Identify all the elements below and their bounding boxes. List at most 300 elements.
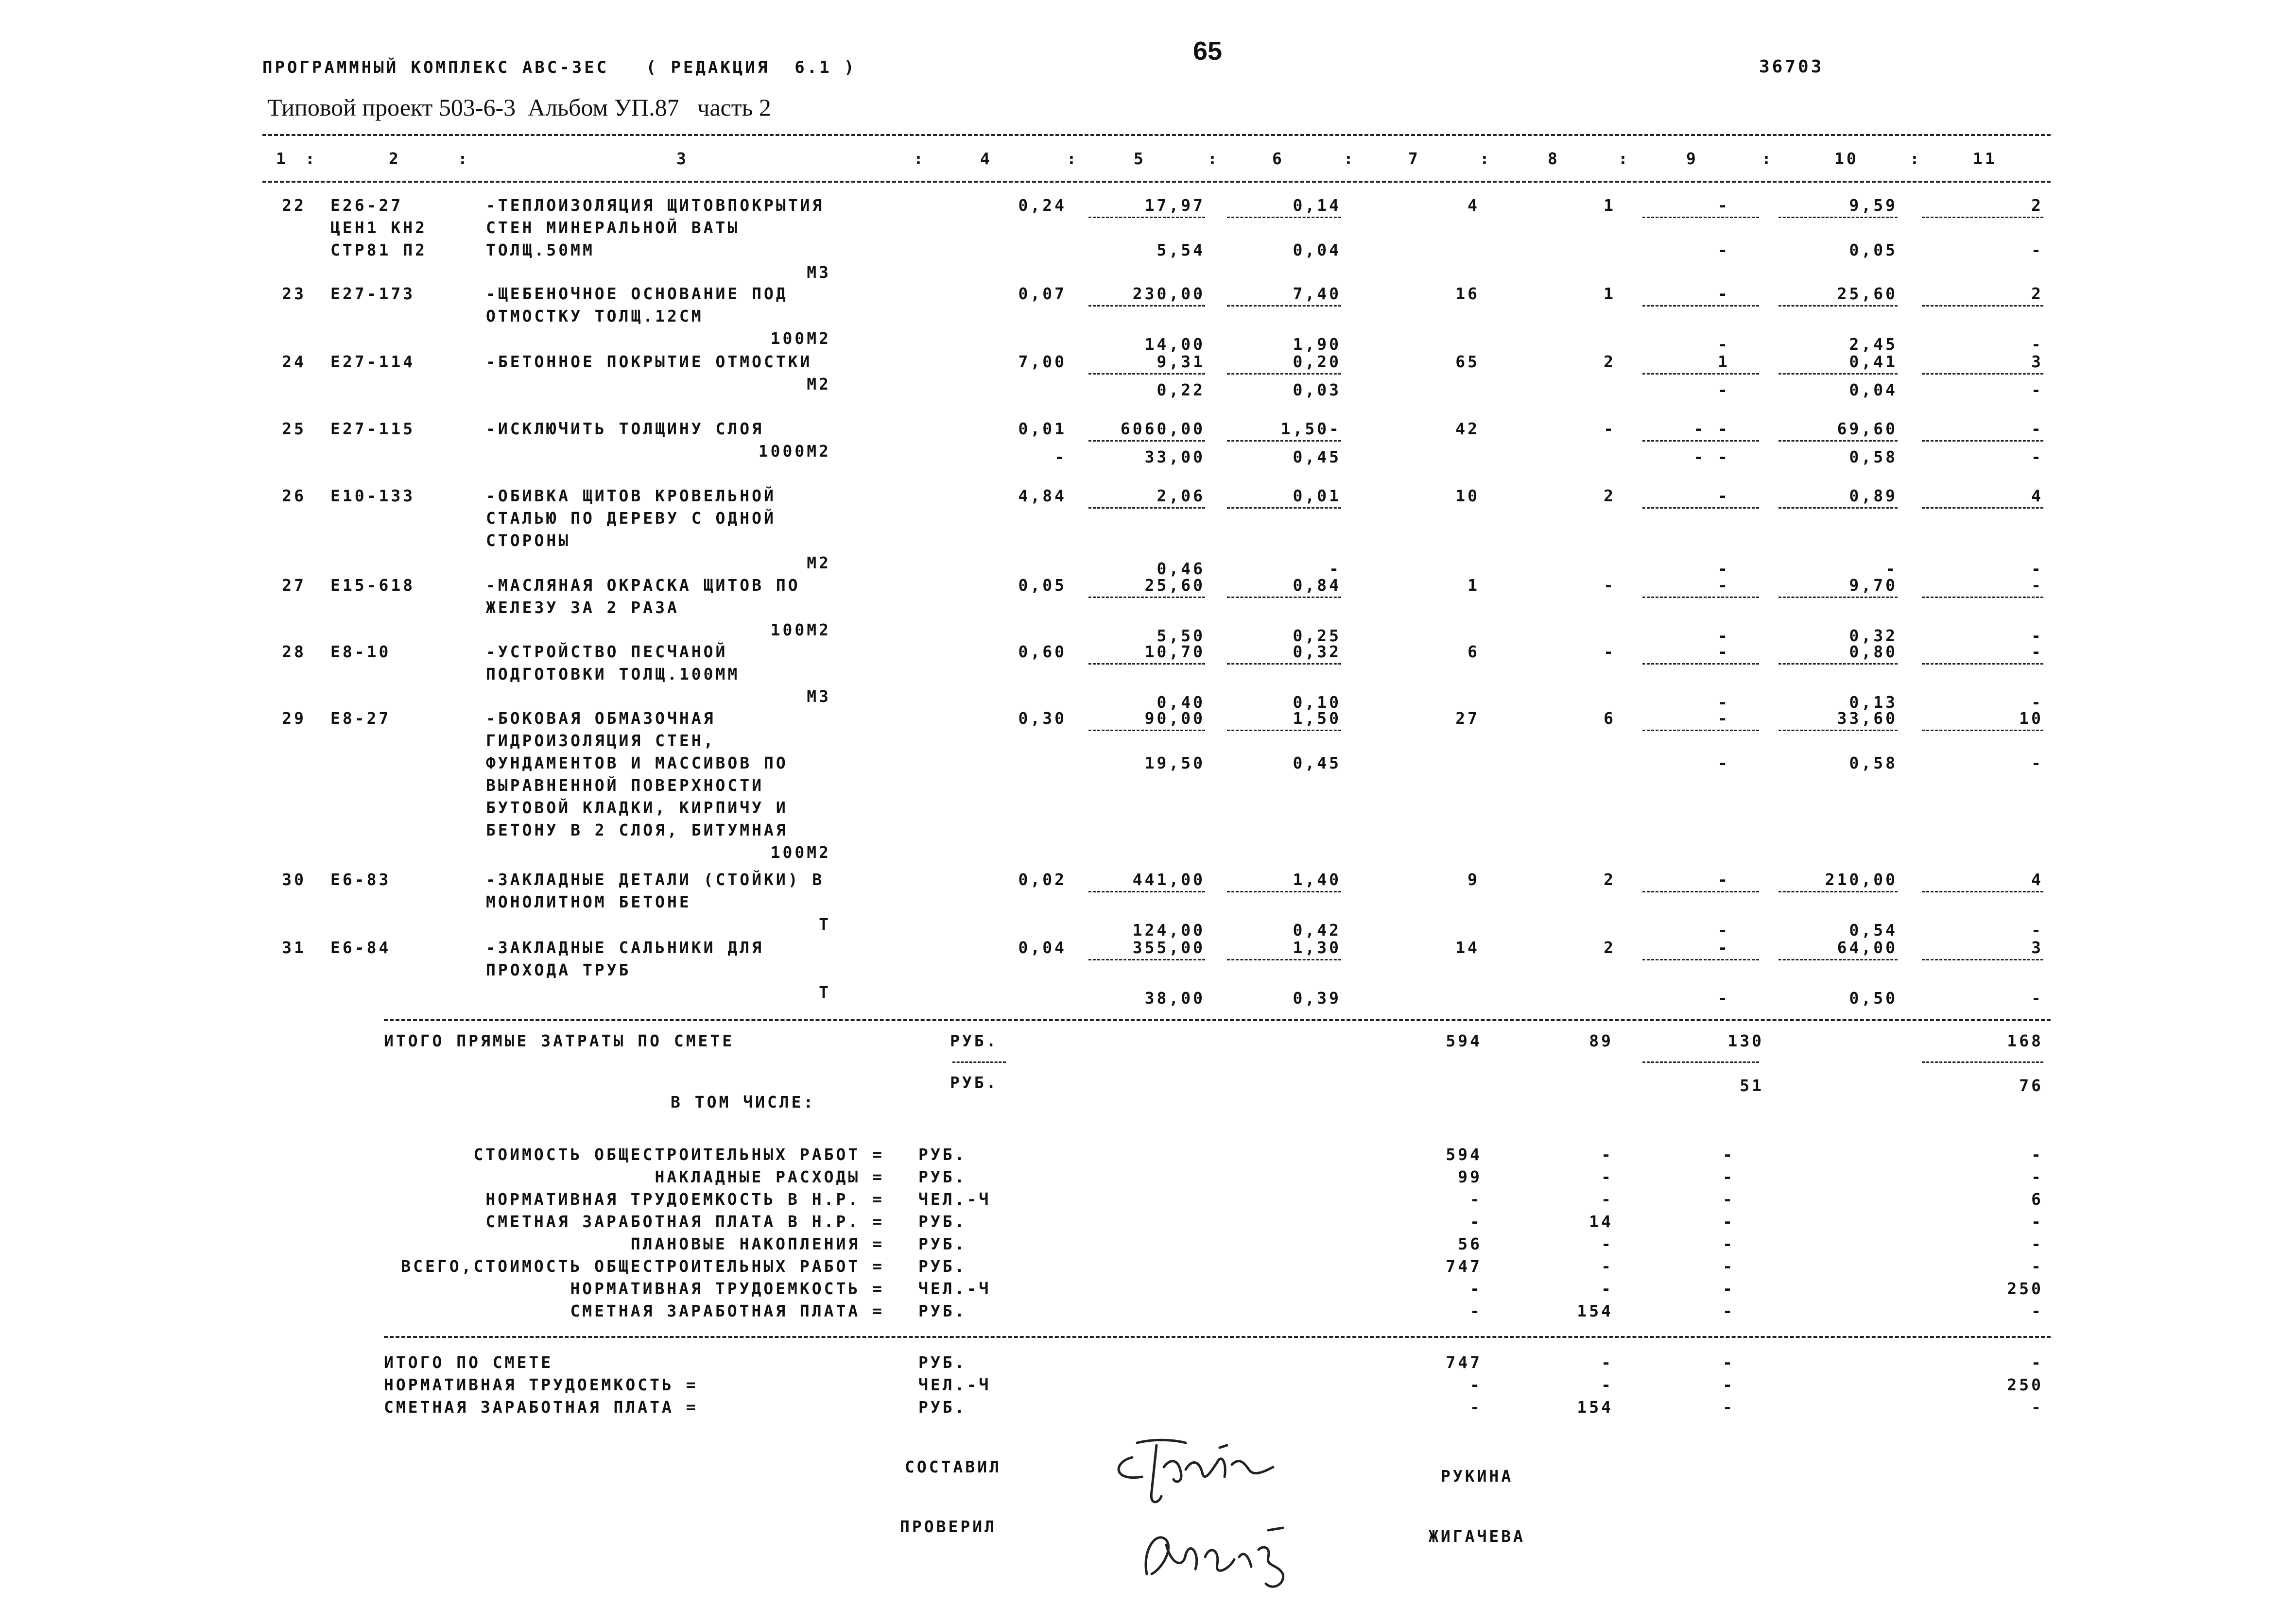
row-divider: [1778, 305, 1898, 307]
summary-c9: -: [1723, 1257, 1735, 1276]
value-c5: 9,31: [1157, 352, 1205, 371]
summary-c7: 747: [1446, 1257, 1482, 1276]
value-c9b: -: [1718, 240, 1730, 259]
unit-of-measure: М3: [807, 263, 831, 282]
row-divider: [1227, 730, 1341, 731]
value-c9: -: [1718, 196, 1730, 215]
rate-code: ЦЕН1 КН2: [330, 218, 427, 237]
value-c5b: 33,00: [1144, 447, 1205, 466]
value-c6: 0,14: [1293, 196, 1341, 215]
value-c6b: 1,90: [1293, 335, 1341, 354]
value-c6: 7,40: [1293, 284, 1341, 303]
summary-c8: -: [1601, 1145, 1613, 1164]
row-divider: [1778, 373, 1898, 375]
summary-c8: 154: [1577, 1301, 1613, 1320]
summary-c9: -: [1723, 1279, 1735, 1298]
unit-of-measure: Т: [819, 983, 831, 1002]
rate-code: Е15-618: [330, 576, 415, 595]
row-divider: [1922, 663, 2043, 665]
summary-c7: 99: [1458, 1167, 1482, 1186]
value-c11b: -: [2031, 335, 2043, 354]
row-divider: [1642, 597, 1759, 598]
row-divider: [1922, 597, 2043, 598]
compiled-by-name: РУКИНА: [1441, 1467, 1514, 1486]
summary-c8: -: [1601, 1190, 1613, 1209]
final-total-unit: РУБ.: [918, 1398, 967, 1417]
value-c4: 7,00: [1018, 352, 1067, 371]
row-divider: [1227, 373, 1341, 375]
value-c5b: 5,54: [1157, 240, 1205, 259]
row-divider: [1778, 663, 1898, 665]
row-number: 29: [282, 709, 306, 728]
work-description: -ЩЕБЕНОЧНОЕ ОСНОВАНИЕ ПОД: [486, 284, 788, 303]
row-divider: [1642, 217, 1759, 218]
value-c9: -: [1718, 709, 1730, 728]
value-c6: 1,50: [1293, 709, 1341, 728]
value-c11b: -: [2031, 693, 2043, 712]
value-c4: 0,07: [1018, 284, 1067, 303]
rate-code: Е8-10: [330, 642, 391, 661]
summary-label: НОРМАТИВНАЯ ТРУДОЕМКОСТЬ В Н.Р. =: [485, 1190, 884, 1209]
final-total-c11: 250: [2007, 1375, 2043, 1394]
value-c9b: -: [1718, 989, 1730, 1008]
summary-c11: -: [2031, 1212, 2043, 1231]
direct-costs-c11: 168: [2007, 1031, 2043, 1050]
row-divider: [1227, 663, 1341, 665]
work-description: БЕТОНУ В 2 СЛОЯ, БИТУМНАЯ: [486, 821, 788, 839]
value-c10: 0,89: [1849, 486, 1898, 505]
rate-code: Е6-83: [330, 870, 391, 889]
value-c4: 0,24: [1018, 196, 1067, 215]
summary-label: СТОИМОСТЬ ОБЩЕСТРОИТЕЛЬНЫХ РАБОТ =: [473, 1145, 884, 1164]
value-c9: - -: [1693, 419, 1730, 438]
column-number: 3: [676, 149, 689, 168]
direct-costs-c7: 594: [1446, 1031, 1482, 1050]
value-c10b: 0,04: [1849, 380, 1898, 399]
row-divider: [1642, 663, 1759, 665]
final-total-label: ИТОГО ПО СМЕТЕ: [384, 1353, 553, 1372]
value-c9: -: [1718, 642, 1730, 661]
value-c8: 1: [1604, 196, 1616, 215]
row-divider: [1778, 507, 1898, 509]
column-number: 2: [389, 149, 401, 168]
summary-c11: -: [2031, 1301, 2043, 1320]
row-divider: [1088, 507, 1205, 509]
final-total-c8: 154: [1577, 1398, 1613, 1417]
work-description: ГИДРОИЗОЛЯЦИЯ СТЕН,: [486, 731, 716, 750]
row-divider: [1642, 373, 1759, 375]
row-divider: [1227, 891, 1341, 892]
summary-label: ПЛАНОВЫЕ НАКОПЛЕНИЯ =: [630, 1234, 884, 1253]
value-c6: 1,40: [1293, 870, 1341, 889]
row-number: 25: [282, 419, 306, 438]
final-total-c9: -: [1723, 1353, 1735, 1372]
value-c5: 25,60: [1144, 576, 1205, 595]
value-c4: 0,60: [1018, 642, 1067, 661]
work-description: ВЫРАВНЕННОЙ ПОВЕРХНОСТИ: [486, 776, 764, 795]
summary-c11: 6: [2031, 1190, 2043, 1209]
summary-unit: ЧЕЛ.-Ч: [918, 1279, 991, 1298]
summary-c9: -: [1723, 1212, 1735, 1231]
work-description: -ЗАКЛАДНЫЕ ДЕТАЛИ (СТОЙКИ) В: [486, 870, 825, 889]
value-c6b: 0,42: [1293, 921, 1341, 940]
program-header: ПРОГРАММНЫЙ КОМПЛЕКС АВС-3ЕС ( РЕДАКЦИЯ 6.1 ): [262, 58, 857, 77]
row-divider: [1088, 730, 1205, 731]
row-divider: [1642, 730, 1759, 731]
value-c6: 0,01: [1293, 486, 1341, 505]
column-number: 1: [276, 149, 288, 168]
final-total-c11: -: [2031, 1353, 2043, 1372]
value-c7: 16: [1455, 284, 1480, 303]
value-c9b: -: [1718, 921, 1730, 940]
column-number: 6: [1272, 149, 1284, 168]
work-description: -МАСЛЯНАЯ ОКРАСКА ЩИТОВ ПО: [486, 576, 800, 595]
summary-c11: -: [2031, 1145, 2043, 1164]
value-c4: 0,30: [1018, 709, 1067, 728]
value-c8: -: [1604, 642, 1616, 661]
final-total-c7: -: [1470, 1398, 1482, 1417]
row-divider: [1227, 959, 1341, 960]
work-description: -ОБИВКА ЩИТОВ КРОВЕЛЬНОЙ: [486, 486, 776, 505]
value-c7: 9: [1467, 870, 1480, 889]
value-c9: -: [1718, 486, 1730, 505]
value-c11b: -: [2031, 447, 2043, 466]
work-description: ОТМОСТКУ ТОЛЩ.12СМ: [486, 307, 704, 325]
direct-costs-unit: РУБ.: [950, 1031, 999, 1050]
column-number: 7: [1408, 149, 1420, 168]
row-divider: [1088, 597, 1205, 598]
value-c5b: 19,50: [1144, 753, 1205, 772]
unit-of-measure: М2: [807, 375, 831, 393]
summary-c7: 56: [1458, 1234, 1482, 1253]
value-c9b: -: [1718, 335, 1730, 354]
row-divider: [1642, 507, 1759, 509]
value-c8: -: [1604, 419, 1616, 438]
value-c10: 210,00: [1825, 870, 1898, 889]
summary-label: ВСЕГО,СТОИМОСТЬ ОБЩЕСТРОИТЕЛЬНЫХ РАБОТ =: [401, 1257, 884, 1276]
value-c10b: 0,13: [1849, 693, 1898, 712]
summary-unit: РУБ.: [918, 1257, 967, 1276]
row-divider: [1922, 440, 2043, 442]
checked-by-label: ПРОВЕРИЛ: [900, 1517, 997, 1536]
row-divider: [1778, 730, 1898, 731]
row-divider: [1642, 440, 1759, 442]
value-c7: 65: [1455, 352, 1480, 371]
summary-c8: -: [1601, 1167, 1613, 1186]
value-c7: 6: [1467, 642, 1480, 661]
value-c6: 1,50-: [1280, 419, 1341, 438]
direct-costs-c9-b: 51: [1740, 1076, 1764, 1095]
value-c10b: 0,50: [1849, 989, 1898, 1008]
row-divider: [1778, 217, 1898, 218]
row-number: 27: [282, 576, 306, 595]
column-number: 4: [980, 149, 992, 168]
value-c5: 90,00: [1144, 709, 1205, 728]
value-c11: -: [2031, 576, 2043, 595]
direct-costs-label: ИТОГО ПРЯМЫЕ ЗАТРАТЫ ПО СМЕТЕ: [384, 1031, 735, 1050]
final-total-c8: -: [1601, 1375, 1613, 1394]
summary-c11: -: [2031, 1167, 2043, 1186]
value-c10: 0,41: [1849, 352, 1898, 371]
value-c5b: 0,22: [1157, 380, 1205, 399]
row-divider: [1227, 507, 1341, 509]
including-label: В ТОМ ЧИСЛЕ:: [671, 1093, 816, 1111]
final-total-c9: -: [1723, 1398, 1735, 1417]
row-divider: [1778, 959, 1898, 960]
value-c7: 42: [1455, 419, 1480, 438]
value-c7: 4: [1467, 196, 1480, 215]
rate-code: Е8-27: [330, 709, 391, 728]
final-total-c9: -: [1723, 1375, 1735, 1394]
value-c4: 0,02: [1018, 870, 1067, 889]
value-c11b: -: [2031, 559, 2043, 578]
row-divider: [1922, 730, 2043, 731]
final-total-c11: -: [2031, 1398, 2043, 1417]
value-c10: 25,60: [1837, 284, 1898, 303]
value-c6: 0,84: [1293, 576, 1341, 595]
value-c6b: 0,10: [1293, 693, 1341, 712]
work-description: СТАЛЬЮ ПО ДЕРЕВУ С ОДНОЙ: [486, 509, 776, 528]
document-page: ПРОГРАММНЫЙ КОМПЛЕКС АВС-3ЕС ( РЕДАКЦИЯ 6.1 ) 65 36703 Типовой проект 503-6-3 Альбом УП.87 часть 2 1 2 3 4 5 6 7 8 9 10 11 : : : : : : : : : : 22 Е26-27 ЦЕН1 КН2 СТР81 П2 -ТЕПЛОИЗОЛЯЦИЯ ЩИТОВПОКРЫТИЯ СТЕН МИНЕРАЛЬНОЙ ВАТЫ ТОЛЩ.50ММ М3 0,24 17,97 0,14 4 1 - 9,59 2 5,54 0,04 - 0,05 - 23 Е27-173 -ЩЕБЕНОЧНОЕ ОСНОВАНИЕ ПОД ОТМОСТКУ ТОЛЩ.12СМ 100М2 0,07 230,00 7,40 16 1 - 25,60 2 14,00 1,90 - 2,45 - 24 Е27-114 -БЕТОННОЕ ПОКРЫТИЕ ОТМОСТКИ М2 7,00 9,31 0,20 65 2 1 0,41 3 0,22 0,03 - 0,04 - 25 Е27-115 -ИСКЛЮЧИТЬ ТОЛЩИНУ СЛОЯ 1000М2 0,01 6060,00 1,50- 42 - - - 69,60 - - 33,00 0,45 - - 0,58 - 26 Е10-133 -ОБИВКА ЩИТОВ КРОВЕЛЬНОЙ СТАЛЬЮ ПО ДЕРЕВУ С ОДНОЙ СТОРОНЫ М2 4,84 2,06 0,01 10 2 - 0,89 4 0,46 - - - - 27 Е15-618 -МАСЛЯНАЯ ОКРАСКА ЩИТОВ ПО ЖЕЛЕЗУ ЗА 2 РАЗА 100М2 0,05 25,60 0,84 1 - - 9,70 - 5,50 0,25 - 0,32 - 28 Е8-10 -УСТРОЙСТВО ПЕСЧАНОЙ ПОДГОТОВКИ ТОЛЩ.100ММ М3 0,60 10,70 0,32 6 - - 0,80 - 0,40 0,10 - 0,13 - 29 Е8-27 -БОКОВАЯ ОБМАЗОЧНАЯ ГИДРОИЗОЛЯЦИЯ СТЕН, ФУНДАМЕНТОВ И МАССИВОВ ПО ВЫРАВНЕННОЙ ПОВЕРХНОСТИ БУТОВОЙ КЛАДКИ, КИРПИЧУ И БЕТОНУ В 2 СЛОЯ, БИТУМНАЯ 100М2 0,30 90,00 1,50 27 6 - 33,60 10 19,50 0,45 - 0,58 - 30 Е6-83 -ЗАКЛАДНЫЕ ДЕТАЛИ (СТОЙКИ) В МОНОЛИТНОМ БЕТОНЕ Т 0,02 441,00 1,40 9 2 - 210,00 4 124,00 0,42 - 0,54 - 31 Е6-84 -ЗАКЛАДНЫЕ САЛЬНИКИ ДЛЯ ПРОХОДА ТРУБ Т 0,04 355,00 1,30 14 2 - 64,00 3 38,00 0,39 - 0,50 - ИТОГО ПРЯМЫЕ ЗАТРАТЫ ПО СМЕТЕ РУБ. 594 89 130 168 РУБ. 51 76 В ТОМ ЧИСЛЕ: СТОИМОСТЬ ОБЩЕСТРОИТЕЛЬНЫХ РАБОТ = РУБ. 594 - - - НАКЛАДНЫЕ РАСХОДЫ = РУБ. 99 - - - НОРМАТИВНАЯ ТРУДОЕМКОСТЬ В Н.Р. = ЧЕЛ.-Ч - - - 6 СМЕТНАЯ ЗАРАБОТНАЯ ПЛАТА В Н.Р. = РУБ. - 14 - - ПЛАНОВЫЕ НАКОПЛЕНИЯ = РУБ. 56 - - - ВСЕГО,СТОИМОСТЬ ОБЩЕСТРОИТЕЛЬНЫХ РАБОТ = РУБ. 747 - - - НОРМАТИВНАЯ ТРУДОЕМКОСТЬ = ЧЕЛ.-Ч - - - 250 СМЕТНАЯ ЗАРАБОТНАЯ ПЛАТА = РУБ. - 154 - - ИТОГО ПО СМЕТЕ РУБ. 747 - - - НОРМАТИВНАЯ ТРУДОЕМКОСТЬ = ЧЕЛ.-Ч - - - 250 СМЕТНАЯ ЗАРАБОТНАЯ ПЛАТА = РУБ. - 154 - - СОСТАВИЛ РУКИНА ПРОВЕРИЛ ЖИГАЧЕВА: [0, 0, 2296, 1607]
value-c8: 2: [1604, 870, 1616, 889]
work-description: -ТЕПЛОИЗОЛЯЦИЯ ЩИТОВПОКРЫТИЯ: [486, 196, 825, 215]
work-description: СТОРОНЫ: [486, 531, 571, 550]
value-c6b: 0,39: [1293, 989, 1341, 1008]
value-c5b: 0,46: [1157, 559, 1205, 578]
row-divider: [1778, 440, 1898, 442]
value-c9b: -: [1718, 693, 1730, 712]
value-c10b: 0,58: [1849, 753, 1898, 772]
row-number: 24: [282, 352, 306, 371]
final-total-unit: ЧЕЛ.-Ч: [918, 1375, 991, 1394]
final-total-c8: -: [1601, 1353, 1613, 1372]
row-number: 28: [282, 642, 306, 661]
value-c11: 2: [2031, 196, 2043, 215]
summary-c9: -: [1723, 1145, 1735, 1164]
unit-of-measure: М2: [807, 553, 831, 572]
work-description: ПОДГОТОВКИ ТОЛЩ.100ММ: [486, 665, 740, 684]
row-divider: [1642, 891, 1759, 892]
summary-c7: -: [1470, 1190, 1482, 1209]
summary-c8: -: [1601, 1234, 1613, 1253]
value-c7: 14: [1455, 938, 1480, 957]
value-c4: 0,01: [1018, 419, 1067, 438]
summary-c7: -: [1470, 1212, 1482, 1231]
value-c6b: 0,45: [1293, 447, 1341, 466]
value-c8: 6: [1604, 709, 1616, 728]
value-c11: -: [2031, 419, 2043, 438]
row-divider: [1227, 597, 1341, 598]
summary-label: НАКЛАДНЫЕ РАСХОДЫ =: [655, 1167, 884, 1186]
document-code: 36703: [1759, 57, 1824, 77]
summary-unit: ЧЕЛ.-Ч: [918, 1190, 991, 1209]
value-c4: 0,04: [1018, 938, 1067, 957]
value-c4: 4,84: [1018, 486, 1067, 505]
row-divider: [1922, 305, 2043, 307]
row-divider: [1922, 217, 2043, 218]
row-divider: [1778, 891, 1898, 892]
summary-c9: -: [1723, 1301, 1735, 1320]
value-c9: -: [1718, 870, 1730, 889]
totals-rule-top: [384, 1019, 2051, 1021]
work-description: ПРОХОДА ТРУБ: [486, 960, 631, 979]
work-description: ТОЛЩ.50ММ: [486, 240, 595, 259]
summary-c7: -: [1470, 1301, 1482, 1320]
summary-c9: -: [1723, 1234, 1735, 1253]
row-divider: [1088, 217, 1205, 218]
value-c5: 17,97: [1144, 196, 1205, 215]
work-description: ФУНДАМЕНТОВ И МАССИВОВ ПО: [486, 753, 788, 772]
row-divider: [1922, 507, 2043, 509]
row-number: 23: [282, 284, 306, 303]
row-divider: [1088, 305, 1205, 307]
value-c5b: 14,00: [1144, 335, 1205, 354]
compiled-by-label: СОСТАВИЛ: [905, 1457, 1001, 1476]
value-c6b: 0,04: [1293, 240, 1341, 259]
summary-label: СМЕТНАЯ ЗАРАБОТНАЯ ПЛАТА =: [570, 1301, 884, 1320]
value-c9: -: [1718, 938, 1730, 957]
value-c7: 1: [1467, 576, 1480, 595]
summary-unit: РУБ.: [918, 1212, 967, 1231]
value-c11: -: [2031, 642, 2043, 661]
value-c11: 3: [2031, 352, 2043, 371]
row-divider: [1642, 959, 1759, 960]
summary-unit: РУБ.: [918, 1301, 967, 1320]
row-divider: [1642, 305, 1759, 307]
rate-code: Е27-115: [330, 419, 415, 438]
row-divider: [1088, 891, 1205, 892]
row-divider: [1227, 305, 1341, 307]
summary-unit: РУБ.: [918, 1167, 967, 1186]
value-c7: 10: [1455, 486, 1480, 505]
summary-c11: -: [2031, 1257, 2043, 1276]
value-c11b: -: [2031, 753, 2043, 772]
value-c9b: -: [1718, 380, 1730, 399]
value-c11: 2: [2031, 284, 2043, 303]
value-c5: 6060,00: [1120, 419, 1205, 438]
unit-of-measure: 100М2: [770, 843, 831, 862]
row-divider: [1088, 440, 1205, 442]
value-c9: -: [1718, 284, 1730, 303]
value-c5: 230,00: [1132, 284, 1205, 303]
value-c10: 33,60: [1837, 709, 1898, 728]
summary-c8: 14: [1589, 1212, 1613, 1231]
column-number: 11: [1973, 149, 1997, 168]
value-c6b: 0,03: [1293, 380, 1341, 399]
row-divider: [1227, 217, 1341, 218]
value-c9: 1: [1718, 352, 1730, 371]
value-c6b: -: [1329, 559, 1341, 578]
value-c6b: 0,45: [1293, 753, 1341, 772]
value-c8: 2: [1604, 352, 1616, 371]
value-c10: 69,60: [1837, 419, 1898, 438]
value-c11b: -: [2031, 921, 2043, 940]
work-description: БУТОВОЙ КЛАДКИ, КИРПИЧУ И: [486, 798, 788, 817]
summary-c8: -: [1601, 1257, 1613, 1276]
work-description: -ИСКЛЮЧИТЬ ТОЛЩИНУ СЛОЯ: [486, 419, 764, 438]
work-description: ЖЕЛЕЗУ ЗА 2 РАЗА: [486, 598, 679, 617]
value-c11b: -: [2031, 380, 2043, 399]
rate-code: Е10-133: [330, 486, 415, 505]
summary-unit: РУБ.: [918, 1234, 967, 1253]
value-c5: 2,06: [1157, 486, 1205, 505]
final-total-c7: -: [1470, 1375, 1482, 1394]
summary-unit: РУБ.: [918, 1145, 967, 1164]
page-number: 65: [1193, 36, 1223, 66]
summary-c11: -: [2031, 1234, 2043, 1253]
totals-rule-bottom: [384, 1336, 2051, 1338]
value-c11: 3: [2031, 938, 2043, 957]
summary-c8: -: [1601, 1279, 1613, 1298]
value-c6b: 0,25: [1293, 626, 1341, 645]
rate-code: Е27-114: [330, 352, 415, 371]
summary-c9: -: [1723, 1167, 1735, 1186]
value-c11b: -: [2031, 626, 2043, 645]
value-c11: 4: [2031, 486, 2043, 505]
row-divider: [1778, 597, 1898, 598]
summary-c7: 594: [1446, 1145, 1482, 1164]
work-description: -БОКОВАЯ ОБМАЗОЧНАЯ: [486, 709, 716, 728]
unit-of-measure: М3: [807, 687, 831, 706]
value-c9b: -: [1718, 753, 1730, 772]
summary-c7: -: [1470, 1279, 1482, 1298]
summary-label: СМЕТНАЯ ЗАРАБОТНАЯ ПЛАТА В Н.Р. =: [485, 1212, 884, 1231]
work-description: -УСТРОЙСТВО ПЕСЧАНОЙ: [486, 642, 728, 661]
direct-costs-c11-b: 76: [2019, 1076, 2043, 1095]
summary-c11: 250: [2007, 1279, 2043, 1298]
rate-code: Е27-173: [330, 284, 415, 303]
value-c10b: 0,05: [1849, 240, 1898, 259]
value-c8: 2: [1604, 486, 1616, 505]
unit-of-measure: 100М2: [770, 329, 831, 348]
rate-code: СТР81 П2: [330, 240, 427, 259]
value-c8: 2: [1604, 938, 1616, 957]
value-c10b: 0,58: [1849, 447, 1898, 466]
work-description: МОНОЛИТНОМ БЕТОНЕ: [486, 892, 691, 911]
row-number: 22: [282, 196, 306, 215]
value-c6: 0,32: [1293, 642, 1341, 661]
row-divider: [1922, 373, 2043, 375]
final-total-label: СМЕТНАЯ ЗАРАБОТНАЯ ПЛАТА =: [384, 1398, 698, 1417]
row-number: 30: [282, 870, 306, 889]
value-c5b: 5,50: [1157, 626, 1205, 645]
summary-c9: -: [1723, 1190, 1735, 1209]
rate-code: Е6-84: [330, 938, 391, 957]
value-c4b: -: [1054, 447, 1067, 466]
row-divider: [1088, 959, 1205, 960]
column-number: 5: [1134, 149, 1146, 168]
column-number: 9: [1686, 149, 1698, 168]
value-c10: 0,80: [1849, 642, 1898, 661]
value-c5: 10,70: [1144, 642, 1205, 661]
value-c4: 0,05: [1018, 576, 1067, 595]
value-c11b: -: [2031, 240, 2043, 259]
row-divider: [1088, 373, 1205, 375]
column-number: 8: [1548, 149, 1560, 168]
value-c9b: -: [1718, 626, 1730, 645]
row-number: 26: [282, 486, 306, 505]
value-c6: 1,30: [1293, 938, 1341, 957]
direct-costs-c8: 89: [1589, 1031, 1613, 1050]
work-description: -БЕТОННОЕ ПОКРЫТИЕ ОТМОСТКИ: [486, 352, 812, 371]
row-divider: [1922, 891, 2043, 892]
summary-label: НОРМАТИВНАЯ ТРУДОЕМКОСТЬ =: [570, 1279, 884, 1298]
unit-of-measure: 1000М2: [758, 442, 831, 461]
project-title: Типовой проект 503-6-3 Альбом УП.87 часть 2: [267, 94, 771, 121]
row-divider: [1227, 440, 1341, 442]
value-c8: 1: [1604, 284, 1616, 303]
row-divider: [1088, 663, 1205, 665]
